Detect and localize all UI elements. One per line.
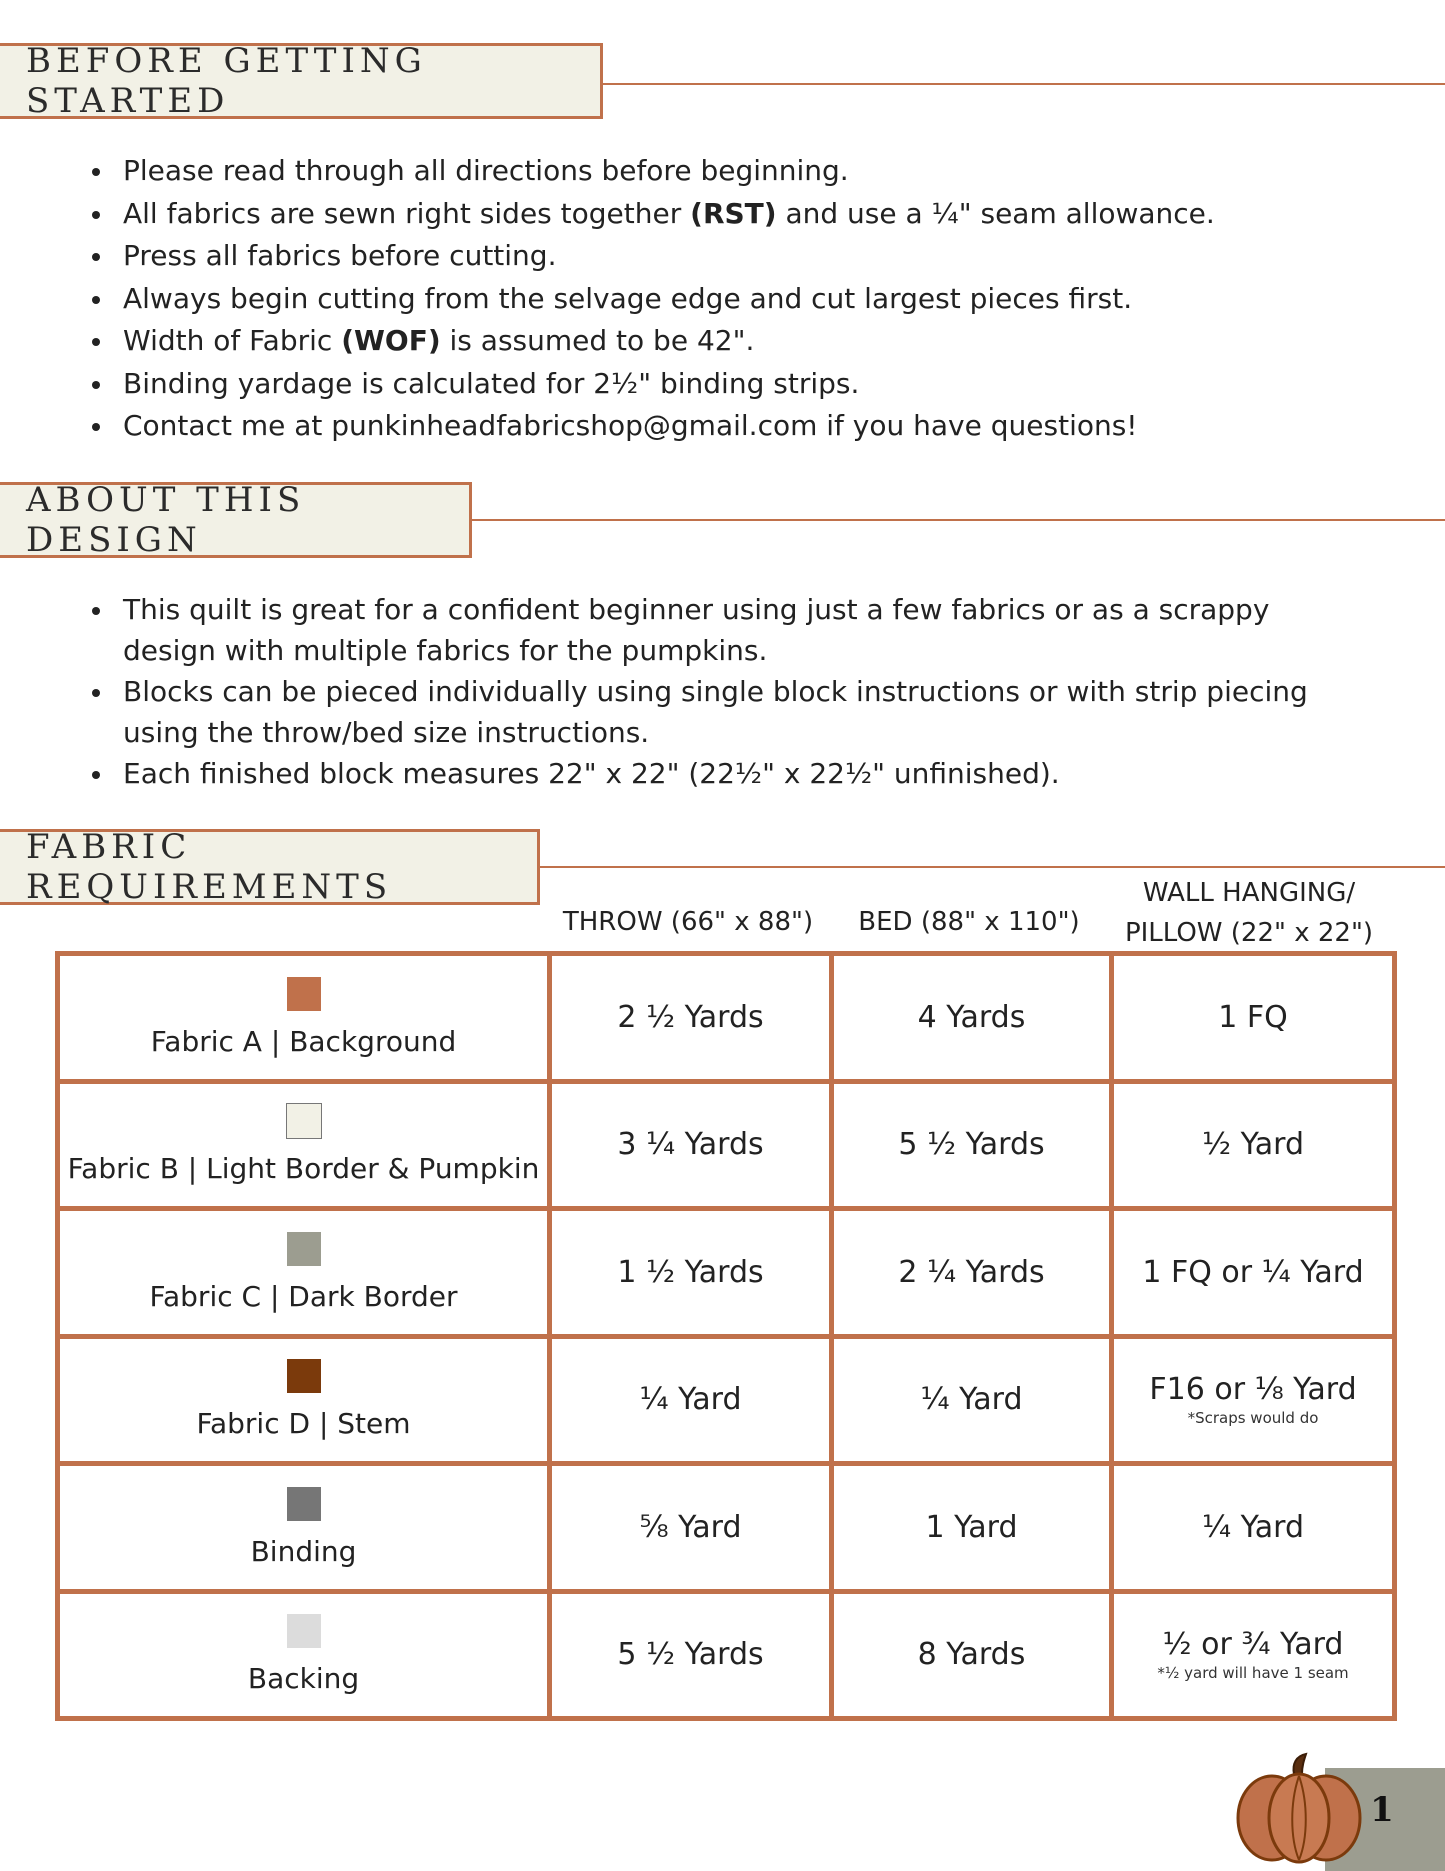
section-rule-fabric [540,866,1445,868]
fabric-name-cell [58,954,550,1082]
bed-cell: 4 Yards [832,954,1112,1082]
fabric-name: Backing [247,1662,360,1696]
fabric-name-cell [58,1209,550,1337]
before-bullet-list [92,150,1342,448]
wall-note: *½ yard will have 1 seam [1157,1664,1349,1683]
section-title-fabric: FABRIC REQUIREMENTS [26,827,393,907]
bullet-item: All fabrics are sewn right sides together (RST) and use a ¼" seam allowance. [92,193,1342,236]
throw-cell: ¼ Yard [550,1336,832,1464]
fabric-name: Binding [250,1534,357,1568]
bullet-item: Each finished block measures 22" x 22" (22½" x 22½" unfinished). [92,753,1312,794]
table-row [58,1209,1395,1337]
throw-cell: ⅝ Yard [550,1464,832,1592]
wall-cell [1112,1081,1395,1209]
page-number: 1 [1370,1790,1394,1830]
fabric-name-cell [58,1081,550,1209]
fabric-name: Fabric D | Stem [196,1407,411,1441]
throw-cell: 3 ¼ Yards [550,1081,832,1209]
table-row [58,954,1395,1082]
throw-cell: 5 ½ Yards [550,1591,832,1719]
wall-value: 1 FQ or ¼ Yard [1142,1254,1364,1290]
fabric-swatch [287,1359,321,1393]
section-title-before: BEFORE GETTING STARTED [26,41,427,121]
bed-cell: 1 Yard [832,1464,1112,1592]
table-row [58,1081,1395,1209]
fabric-name: Fabric A | Background [150,1024,457,1058]
column-header-bed: BED (88" x 110") [858,907,1080,937]
pumpkin-icon [1232,1752,1366,1864]
about-bullet-list [92,589,1312,794]
section-heading-fabric [0,829,540,905]
wall-note: *Scraps would do [1187,1409,1319,1428]
bullet-item: Binding yardage is calculated for 2½" binding strips. [92,363,1342,406]
fabric-swatch [287,1232,321,1266]
wall-value: 1 FQ [1218,999,1288,1035]
section-heading-about [0,482,472,558]
wall-value: ½ Yard [1201,1127,1305,1163]
bed-cell: 5 ½ Yards [832,1081,1112,1209]
table-row [58,1336,1395,1464]
wall-cell [1112,1591,1395,1719]
fabric-name: Fabric B | Light Border & Pumpkin [67,1152,540,1186]
bullet-item: Press all fabrics before cutting. [92,235,1342,278]
fabric-swatch [287,1487,321,1521]
wall-cell [1112,1464,1395,1592]
bullet-item: Width of Fabric (WOF) is assumed to be 42". [92,320,1342,363]
fabric-name-cell [58,1591,550,1719]
section-rule-about [472,519,1445,521]
section-rule-before [603,83,1445,85]
column-header-throw: THROW (66" x 88") [562,907,814,937]
wall-cell [1112,954,1395,1082]
bullet-item: This quilt is great for a confident beginner using just a few fabrics or as a scrappy design with multiple fabrics for the pumpkins. [92,589,1312,671]
wall-cell [1112,1209,1395,1337]
fabric-swatch [287,1614,321,1648]
bed-cell: 2 ¼ Yards [832,1209,1112,1337]
column-header-wall: WALL HANGING/ PILLOW (22" x 22") [1124,878,1374,948]
fabric-name-cell [58,1464,550,1592]
fabric-requirements-table [55,951,1397,1721]
throw-cell: 2 ½ Yards [550,954,832,1082]
fabric-name: Fabric C | Dark Border [149,1279,458,1313]
table-row [58,1591,1395,1719]
section-title-about: ABOUT THIS DESIGN [26,480,306,560]
wall-value: ½ or ¾ Yard [1162,1627,1344,1663]
bullet-item: Blocks can be pieced individually using single block instructions or with strip piecing using the throw/bed size instructions. [92,671,1312,753]
wall-value: F16 or ⅛ Yard [1149,1372,1357,1408]
bullet-item: Always begin cutting from the selvage edge and cut largest pieces first. [92,278,1342,321]
bed-cell: ¼ Yard [832,1336,1112,1464]
fabric-swatch [287,1104,321,1138]
fabric-name-cell [58,1336,550,1464]
bed-cell: 8 Yards [832,1591,1112,1719]
bullet-item[interactable]: Contact me at punkinheadfabricshop@gmail.com if you have questions! [92,405,1342,448]
wall-cell [1112,1336,1395,1464]
bullet-item: Please read through all directions before beginning. [92,150,1342,193]
wall-value: ¼ Yard [1201,1509,1305,1545]
throw-cell: 1 ½ Yards [550,1209,832,1337]
fabric-swatch [287,977,321,1011]
section-heading-before [0,43,603,119]
table-row [58,1464,1395,1592]
